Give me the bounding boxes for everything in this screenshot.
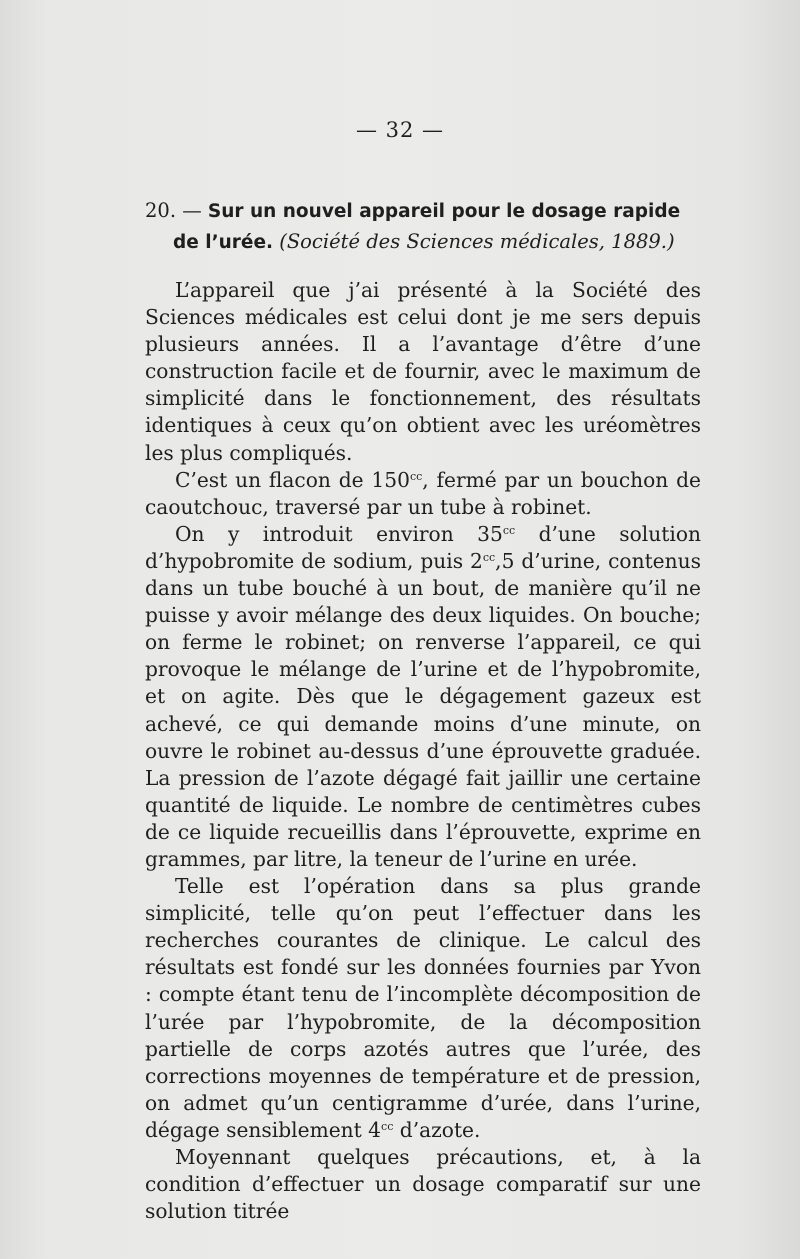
paragraph-2 (145, 467, 701, 521)
entry-heading-line2 (145, 227, 705, 258)
unit-superscript: cc (409, 469, 423, 483)
paragraph-3-text-b: d’une solution d’hypobromite de sodium, puis 2 (145, 521, 701, 573)
entry-title-line1: Sur un nouvel appareil pour le dosage rapide (207, 201, 681, 222)
paragraph-2-text-b: , fermé par un bouchon de caoutchouc, traversé par un tube à robinet. (145, 467, 701, 519)
paragraph-4-end: d’azote. (393, 1117, 481, 1142)
paragraph-3 (145, 521, 701, 873)
paragraph-3-text-a: On y introduit environ 35 (175, 521, 503, 546)
paragraph-1: L’appareil que j’ai présenté à la Société des Sciences médicales est celui dont je me sers depuis plusieurs années. Il a l’avantage d’être d’une construction facile et de fournir, avec le maximum de simplicité dans le fonctionnement, des résultats identiques à ceux qu’on obtient avec les uréomètres les plus compliqués. (145, 278, 701, 465)
unit-superscript: cc (482, 550, 496, 564)
body-text (145, 277, 701, 1225)
unit-superscript: cc (502, 523, 516, 537)
page-number: — 32 — (355, 118, 445, 142)
entry-title-line2: de l’urée. (173, 232, 274, 253)
entry-number: 20. — (145, 199, 202, 222)
paragraph-5: Moyennant quelques précautions, et, à la condition d’effectuer un dosage comparatif sur une solution titrée (145, 1145, 701, 1224)
entry-heading (145, 196, 705, 258)
paragraph-4 (145, 873, 701, 1144)
entry-source: (Société des Sciences médicales, 1889.) (279, 230, 675, 253)
unit-superscript: cc (381, 1119, 394, 1133)
paragraph-3-text-c: ,5 d’urine, contenus dans un tube bouché à un bout, de manière qu’il ne puisse y avoir mélange des deux liquides. On bouche; on ferme le robinet; on renverse l’appareil, ce qui provoque le mélange de l’urine et de l’hypobromite, et on agite. Dès que le dégagement gazeux est achevé, ce qui demande moins d’une minute, on ouvre le robinet au-dessus d’une éprouvette graduée. La pression de l’azote dégagé fait jaillir une certaine quantité de liquide. Le nombre de centimètres cubes de ce liquide recueillis dans l’éprouvette, exprime en grammes, par litre, la teneur de l’urine en urée. (145, 548, 701, 871)
paragraph-4-text: Telle est l’opération dans sa plus grande simplicité, telle qu’on peut l’effectuer dans les recherches courantes de clinique. Le calcul des résultats est fondé sur les données fournies par Yvon : compte étant tenu de l’incomplète décomposition de l’urée par l’hypobromite, de la décomposition partielle de corps azotés autres que l’urée, des corrections moyennes de température et de pression, on admet qu’un centigramme d’urée, dans l’urine, dégage sensiblement 4 (145, 874, 701, 1142)
paragraph-2-text-a: C’est un flacon de 150 (175, 467, 410, 492)
